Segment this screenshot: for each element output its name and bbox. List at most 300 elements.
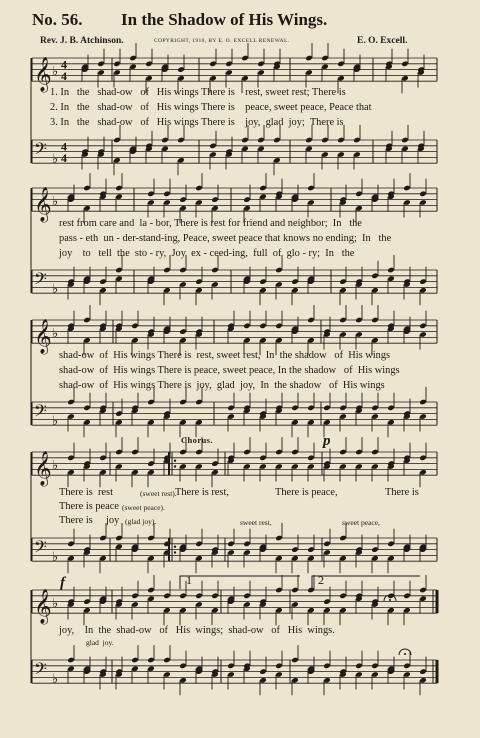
note-head [419, 587, 427, 594]
note-head [243, 593, 251, 600]
note-head [323, 607, 331, 614]
note-head [163, 287, 171, 294]
note-head [225, 151, 233, 158]
note-head [131, 593, 139, 600]
note-head [371, 449, 379, 456]
note-head [211, 549, 219, 556]
note-head [131, 449, 139, 456]
note-head [67, 555, 75, 562]
note-head [323, 405, 331, 412]
note-head [259, 463, 267, 470]
note-head [131, 469, 139, 476]
note-head [99, 287, 107, 294]
note-head [99, 595, 107, 602]
note-head [323, 460, 331, 467]
note-head [147, 278, 155, 285]
note-head [387, 275, 395, 282]
note-head [67, 469, 75, 476]
note-head [273, 61, 281, 68]
note-head [243, 196, 251, 203]
note-head [147, 469, 155, 476]
note-head [307, 405, 315, 412]
note-head [99, 405, 107, 412]
note-head [83, 549, 91, 556]
note-head [83, 317, 91, 324]
note-head [241, 145, 249, 152]
note-head [385, 63, 393, 70]
note-head [243, 323, 251, 330]
composer-credit: E. O. Excell. [357, 36, 408, 46]
note-head [417, 69, 425, 76]
note-head [81, 151, 89, 158]
note-head [275, 193, 283, 200]
note-head [353, 63, 361, 70]
note-head [83, 337, 91, 344]
note-head [401, 75, 409, 82]
note-head [305, 145, 313, 152]
note-head [243, 601, 251, 608]
note-head [291, 449, 299, 456]
note-head [179, 267, 187, 274]
note-head [339, 463, 347, 470]
verse-3-line-2: joy to tell the sto - ry, Joy ex - ceed-ing, full of glo - ry; In the [59, 248, 355, 259]
note-head [211, 607, 219, 614]
note-head [115, 671, 123, 678]
note-head [163, 325, 171, 332]
note-head [339, 555, 347, 562]
note-head [131, 405, 139, 412]
note-head [259, 668, 267, 675]
flat-sign-icon: ♭ [52, 672, 59, 688]
flat-sign-icon: ♭ [52, 458, 59, 474]
note-head [403, 278, 411, 285]
note-head [385, 61, 393, 68]
note-head [371, 601, 379, 608]
note-head [337, 151, 345, 158]
note-head [419, 399, 427, 406]
note-head [161, 66, 169, 73]
note-head [419, 278, 427, 285]
flat-sign-icon: ♭ [52, 64, 59, 80]
note-head [307, 419, 315, 426]
note-head [323, 549, 331, 556]
note-head [243, 549, 251, 556]
chorus-label: Chorus. [181, 435, 213, 445]
bass-clef-icon: 𝄢 [34, 400, 47, 425]
note-head [113, 69, 121, 76]
note-head [211, 205, 219, 212]
note-head [227, 325, 235, 332]
verse-2-line-2: pass - eth un - der-stand-ing, Peace, sweet peace that knows no ending; In the [59, 233, 392, 244]
note-head [323, 541, 331, 548]
time-signature-digit: 4 [61, 69, 67, 84]
note-head [259, 543, 267, 550]
second-ending-bracket [312, 576, 420, 589]
note-head [355, 407, 363, 414]
note-head [321, 151, 329, 158]
note-head [291, 657, 299, 664]
note-head [275, 267, 283, 274]
note-head [113, 61, 121, 68]
note-head [291, 196, 299, 203]
note-head [195, 668, 203, 675]
note-head [339, 668, 347, 675]
note-head [145, 75, 153, 82]
note-head [97, 69, 105, 76]
note-head [195, 449, 203, 456]
note-head [145, 145, 153, 152]
note-head [163, 657, 171, 664]
fermata-icon [384, 595, 396, 601]
note-head [99, 278, 107, 285]
note-head [179, 419, 187, 426]
note-head [307, 665, 315, 672]
note-head [67, 455, 75, 462]
note-head [83, 460, 91, 467]
verse-1-line-2: rest from care and la - bor, There is rest for friend and neighbor; In the [59, 218, 362, 229]
treble-clef-icon: 𝄞 [34, 57, 52, 93]
note-head [259, 410, 267, 417]
note-head [387, 193, 395, 200]
note-head [291, 587, 299, 594]
alto-sweet-peace: sweet peace, [342, 518, 380, 527]
note-head [321, 137, 329, 144]
note-head [275, 191, 283, 198]
note-head [273, 157, 281, 164]
treble-clef-icon: 𝄞 [34, 451, 52, 487]
note-head [355, 205, 363, 212]
note-head [355, 405, 363, 412]
note-head [403, 455, 411, 462]
final-line-2: glad joy. [86, 638, 114, 647]
note-head [371, 337, 379, 344]
note-head [323, 598, 331, 605]
note-head [419, 543, 427, 550]
flat-sign-icon: ♭ [52, 152, 59, 168]
note-head [131, 665, 139, 672]
time-signature-digit: 4 [61, 151, 67, 166]
note-head [131, 546, 139, 553]
note-head [131, 543, 139, 550]
note-head [291, 601, 299, 608]
note-head [371, 273, 379, 280]
note-head [99, 668, 107, 675]
note-head [275, 663, 283, 670]
note-head [147, 199, 155, 206]
note-head [97, 148, 105, 155]
note-head [259, 287, 267, 294]
hymn-title: In the Shadow of His Wings. [121, 10, 328, 29]
note-head [131, 407, 139, 414]
note-head [419, 469, 427, 476]
note-head [403, 457, 411, 464]
note-head [355, 278, 363, 285]
note-head [129, 63, 137, 70]
note-head [259, 677, 267, 684]
note-head [387, 555, 395, 562]
note-head [147, 275, 155, 282]
note-head [291, 463, 299, 470]
note-head [259, 413, 267, 420]
note-head [99, 469, 107, 476]
note-head [227, 595, 235, 602]
note-head [129, 145, 137, 152]
treble-clef-icon: 𝄞 [34, 187, 52, 223]
note-head [273, 63, 281, 70]
verse-3-line-3: shad-ow of His wings There is joy, glad joy, In the shadow of His wings [59, 380, 385, 391]
note-head [339, 413, 347, 420]
note-head [275, 555, 283, 562]
note-head [403, 413, 411, 420]
note-head [211, 469, 219, 476]
note-head [115, 419, 123, 426]
note-head [371, 463, 379, 470]
note-head [275, 449, 283, 456]
note-head [147, 419, 155, 426]
note-head [99, 598, 107, 605]
note-head [97, 151, 105, 158]
note-head [67, 598, 75, 605]
note-head [401, 145, 409, 152]
note-head [355, 549, 363, 556]
note-head [259, 193, 267, 200]
note-head [403, 185, 411, 192]
note-head [339, 671, 347, 678]
note-head [163, 455, 171, 462]
note-head [163, 267, 171, 274]
note-head [67, 193, 75, 200]
note-head [209, 151, 217, 158]
note-head [307, 278, 315, 285]
fermata-dot [404, 653, 406, 655]
note-head [67, 413, 75, 420]
note-head [275, 407, 283, 414]
note-head [147, 191, 155, 198]
note-head [275, 587, 283, 594]
chorus-line-2b: (sweet peace). [122, 503, 165, 512]
note-head [163, 328, 171, 335]
note-head [227, 598, 235, 605]
bass-clef-icon: 𝄢 [34, 138, 47, 163]
note-head [147, 555, 155, 562]
note-head [113, 137, 121, 144]
note-head [339, 287, 347, 294]
note-head [113, 157, 121, 164]
flat-sign-icon: ♭ [52, 282, 59, 298]
flat-sign-icon: ♭ [52, 194, 59, 210]
note-head [403, 546, 411, 553]
note-head [259, 337, 267, 344]
note-head [321, 63, 329, 70]
note-head [323, 663, 331, 670]
note-head [67, 281, 75, 288]
note-head [115, 275, 123, 282]
note-head [355, 595, 363, 602]
note-head [291, 555, 299, 562]
time-signature-digit: 4 [61, 57, 67, 72]
note-head [243, 463, 251, 470]
author-credit: Rev. J. B. Atchinson. [40, 36, 124, 46]
note-head [227, 413, 235, 420]
note-head [131, 657, 139, 664]
note-head [353, 66, 361, 73]
note-head [307, 668, 315, 675]
note-head [163, 541, 171, 548]
note-head [83, 598, 91, 605]
note-head [371, 317, 379, 324]
note-head [243, 663, 251, 670]
note-head [387, 191, 395, 198]
note-head [81, 63, 89, 70]
note-head [225, 61, 233, 68]
first-ending-number: 1 [186, 573, 192, 587]
note-head [145, 143, 153, 150]
note-head [195, 399, 203, 406]
note-head [371, 555, 379, 562]
note-head [419, 455, 427, 462]
note-head [99, 455, 107, 462]
note-head [147, 665, 155, 672]
note-head [403, 325, 411, 332]
note-head [355, 331, 363, 338]
note-head [177, 75, 185, 82]
note-head [179, 677, 187, 684]
note-head [227, 323, 235, 330]
note-head [417, 66, 425, 73]
note-head [115, 601, 123, 608]
note-head [131, 323, 139, 330]
note-head [195, 665, 203, 672]
note-head [129, 148, 137, 155]
note-head [305, 55, 313, 62]
flat-sign-icon: ♭ [52, 550, 59, 566]
note-head [403, 199, 411, 206]
note-head [211, 668, 219, 675]
note-head [211, 281, 219, 288]
note-head [83, 419, 91, 426]
note-head [177, 66, 185, 73]
note-head [81, 148, 89, 155]
note-head [179, 399, 187, 406]
note-head [417, 143, 425, 150]
dynamic-piano: p [323, 433, 331, 449]
note-head [275, 671, 283, 678]
note-head [97, 61, 105, 68]
alto-sweet-rest: sweet rest, [240, 518, 272, 527]
note-head [419, 191, 427, 198]
note-head [147, 657, 155, 664]
note-head [323, 328, 331, 335]
note-head [401, 61, 409, 68]
note-head [99, 671, 107, 678]
note-head [67, 278, 75, 285]
note-head [115, 463, 123, 470]
note-head [259, 598, 267, 605]
note-head [307, 607, 315, 614]
note-head [307, 587, 315, 594]
note-head [321, 55, 329, 62]
repeat-dot [174, 460, 176, 462]
note-head [67, 399, 75, 406]
note-head [259, 601, 267, 608]
hymn-number: No. 56. [32, 10, 83, 29]
note-head [195, 419, 203, 426]
note-head [371, 413, 379, 420]
note-head [355, 317, 363, 324]
note-head [195, 287, 203, 294]
note-head [83, 668, 91, 675]
note-head [419, 668, 427, 675]
note-head [243, 407, 251, 414]
copyright-notice: COPYRIGHT, 1910, BY E. O. EXCELL RENEWAL. [154, 38, 290, 44]
note-head [307, 337, 315, 344]
note-head [275, 337, 283, 344]
chorus-line-3c: (glad joy). [125, 517, 157, 526]
note-head [275, 405, 283, 412]
note-head [195, 601, 203, 608]
note-head [387, 405, 395, 412]
note-head [161, 63, 169, 70]
note-head [419, 413, 427, 420]
note-head [227, 455, 235, 462]
note-head [243, 205, 251, 212]
note-head [179, 593, 187, 600]
note-head [291, 278, 299, 285]
note-head [115, 410, 123, 417]
note-head [129, 55, 137, 62]
verse-1-line-1: 1. In the shad-ow of His wings There is rest, sweet rest; There is [50, 87, 346, 98]
note-head [371, 193, 379, 200]
note-head [131, 601, 139, 608]
flat-sign-icon: ♭ [52, 414, 59, 430]
note-head [179, 328, 187, 335]
note-head [115, 543, 123, 550]
note-head [307, 275, 315, 282]
note-head [83, 278, 91, 285]
note-head [99, 407, 107, 414]
note-head [195, 541, 203, 548]
note-head [339, 278, 347, 285]
chorus-line-1b: (sweet rest). [140, 489, 177, 498]
note-head [243, 275, 251, 282]
note-head [291, 419, 299, 426]
note-head [419, 595, 427, 602]
note-head [115, 325, 123, 332]
note-head [115, 185, 123, 192]
note-head [147, 460, 155, 467]
note-head [163, 593, 171, 600]
note-head [275, 463, 283, 470]
repeat-dot [174, 551, 176, 553]
note-head [83, 405, 91, 412]
note-head [163, 413, 171, 420]
note-head [227, 663, 235, 670]
note-head [163, 457, 171, 464]
note-head [307, 463, 315, 470]
note-head [227, 405, 235, 412]
note-head [355, 449, 363, 456]
note-head [115, 449, 123, 456]
note-head [355, 191, 363, 198]
note-head [307, 317, 315, 324]
note-head [419, 331, 427, 338]
note-head [195, 278, 203, 285]
note-head [419, 677, 427, 684]
note-head [179, 543, 187, 550]
fermata-icon [399, 649, 411, 655]
note-head [99, 535, 107, 542]
note-head [243, 449, 251, 456]
